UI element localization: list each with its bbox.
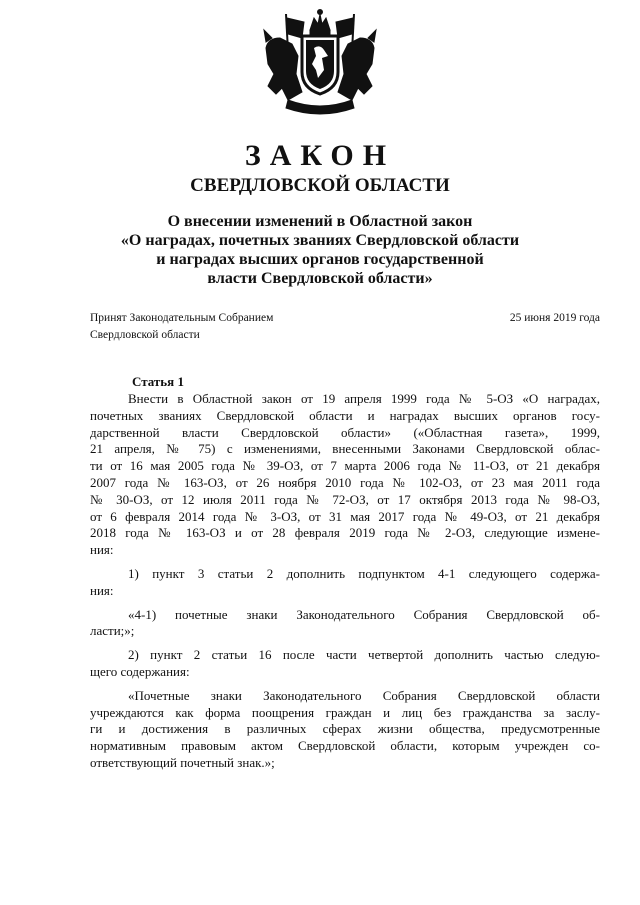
text-line: дарственной власти Свердловской области» («Областная газета», 1999, [90,424,600,440]
text-line: 2007 года № 163-ОЗ, от 26 ноября 2010 года № 102-ОЗ, от 23 мая 2011 года [90,474,600,490]
text-line: ти от 16 мая 2005 года № 39-ОЗ, от 7 марта 2006 года № 11-ОЗ, от 21 декабря [90,458,600,474]
document-title-line: и наградах высших органов государственной [156,251,484,268]
article-paragraph [90,688,600,772]
document-title-line: власти Свердловской области» [207,270,433,287]
text-line: 1) пункт 3 статьи 2 дополнить подпунктом 4-1 следующего содержа- [128,565,600,581]
document-title-line: О внесении изменений в Областной закон [167,213,473,230]
document-title [70,212,570,288]
text-line: 2) пункт 2 статьи 16 после части четвертой дополнить частью следую- [128,647,600,663]
adopted-by-line: Принят Законодательным Собранием [90,312,274,324]
text-line: от 6 февраля 2014 года № 3-ОЗ, от 31 мая 2017 года № 49-ОЗ, от 21 декабря [90,508,600,524]
text-line: ответствующий почетный знак.»; [90,754,275,770]
adopted-by-line: Свердловской области [90,329,200,341]
text-line: 21 апреля, № 75) с изменениями, внесенными Законами Свердловской облас- [90,441,600,457]
text-line: «4-1) почетные знаки Законодательного Собрания Свердловской об- [128,606,600,622]
text-line: ния: [90,542,114,558]
text-line: ния: [90,582,114,598]
text-line: «Почетные знаки Законодательного Собрания Свердловской области [128,687,600,703]
text-line: № 30-ОЗ, от 12 июля 2011 года № 72-ОЗ, от 17 октября 2013 года № 98-ОЗ, [90,491,600,507]
article-paragraph [90,647,600,681]
text-line: ги и достижения в различных сферах жизни общества, предусмотренные [90,721,600,737]
text-line: нормативным правовым актом Свердловской области, которым учрежден со- [90,738,600,754]
article-paragraph [90,607,600,641]
coat-of-arms-emblem [258,8,382,120]
article-paragraph [90,391,600,559]
article-paragraph [90,566,600,600]
text-line: щего содержания: [90,663,190,679]
region-subtitle: СВЕРДЛОВСКОЙ ОБЛАСТИ [190,175,450,196]
text-line: почетных званиях Свердловской области и наградах высших органов госу- [90,407,600,423]
text-line: ласти;»; [90,623,135,639]
document-title-line: «О наградах, почетных званиях Свердловской области [120,232,520,249]
text-line: учреждаются как форма поощрения граждан и лиц без гражданства за заслу- [90,704,600,720]
article-body [90,391,600,772]
article-heading: Статья 1 [132,374,184,389]
law-title: ЗАКОН [244,139,396,172]
adopted-by [90,310,273,344]
adoption-date: 25 июня 2019 года [509,312,600,324]
text-line: Внести в Областной закон от 19 апреля 1999 года № 5-ОЗ «О наградах, [128,391,600,406]
text-line: 2018 года № 163-ОЗ и от 28 февраля 2019 года № 2-ОЗ, следующие измене- [90,525,600,541]
